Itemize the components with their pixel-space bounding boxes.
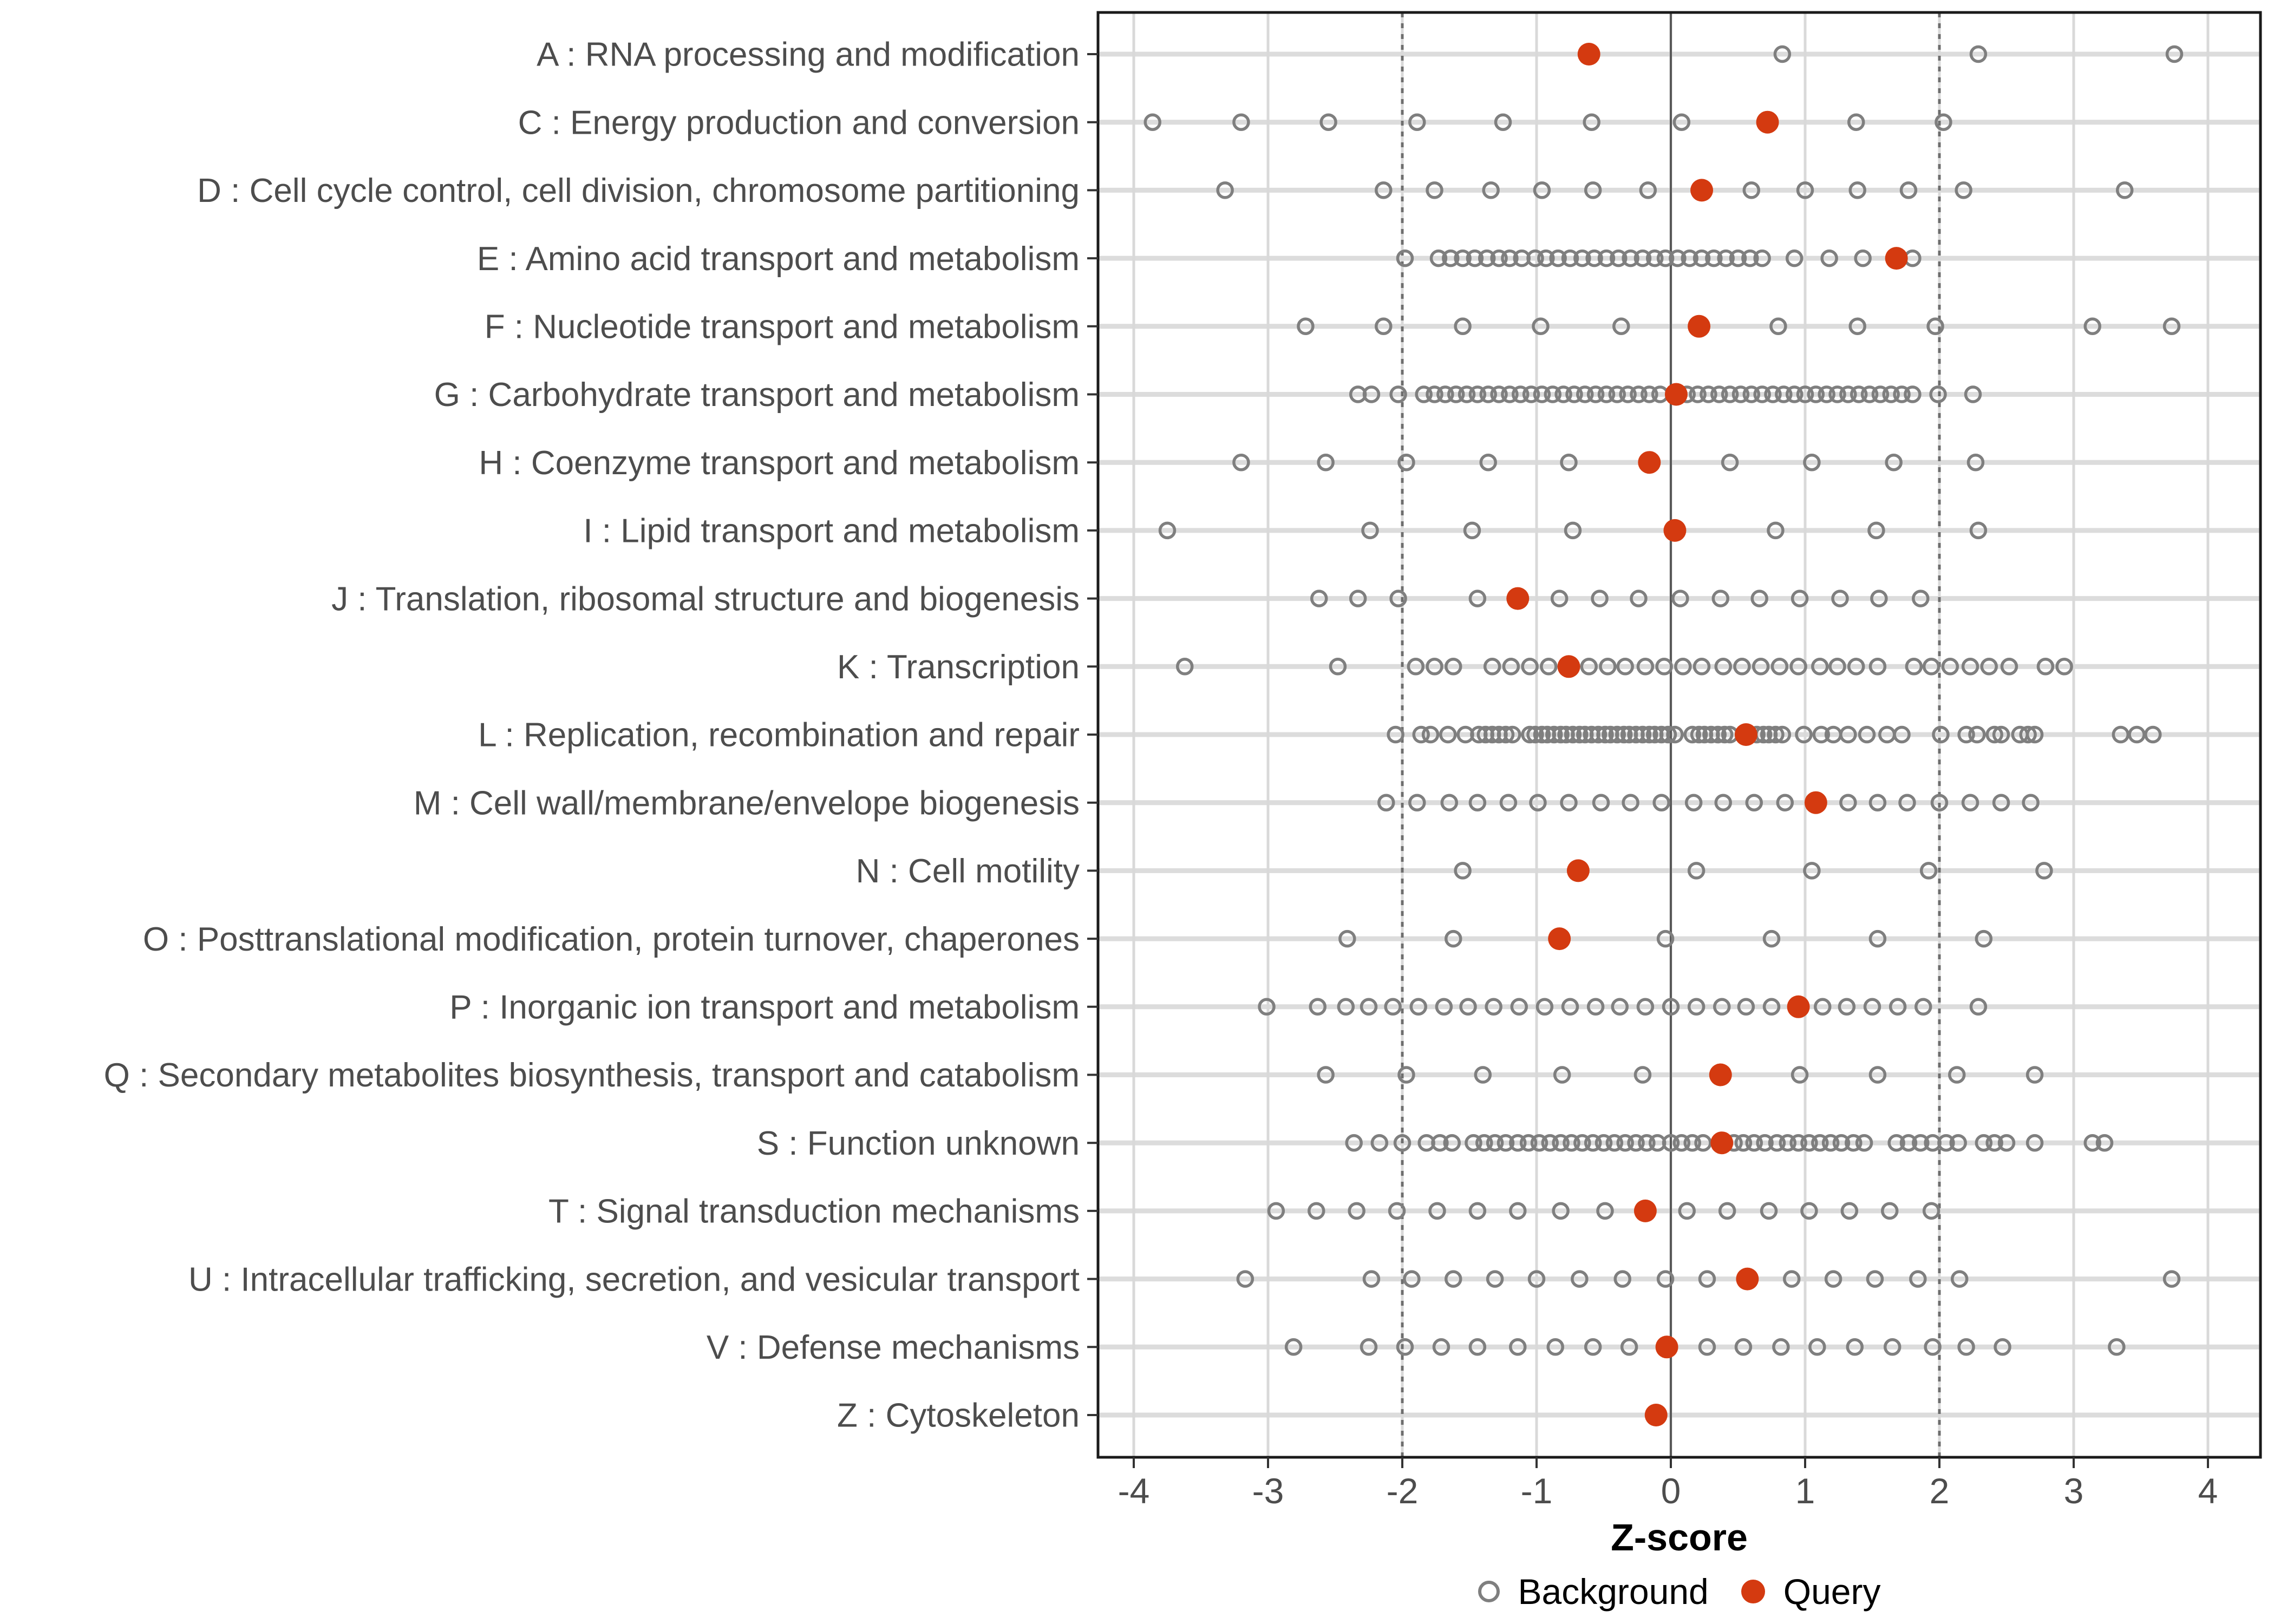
x-tick-label: 0	[1661, 1471, 1681, 1511]
category-label: Q : Secondary metabolites biosynthesis, transport and catabolism	[103, 1057, 1080, 1095]
query-point	[1735, 723, 1757, 746]
query-point	[1787, 996, 1810, 1018]
query-point	[1634, 1200, 1657, 1222]
category-label: T : Signal transduction mechanisms	[548, 1193, 1080, 1230]
category-label: I : Lipid transport and metabolism	[583, 512, 1080, 550]
x-axis-title: Z-score	[1611, 1516, 1748, 1558]
query-point	[1736, 1268, 1759, 1291]
legend-label-query: Query	[1783, 1571, 1881, 1612]
query-point	[1710, 1131, 1733, 1154]
query-point	[1656, 1335, 1678, 1358]
query-point	[1690, 179, 1713, 201]
query-point	[1548, 927, 1571, 950]
x-tick-label: 4	[2198, 1471, 2218, 1511]
background-legend-icon	[1478, 1581, 1500, 1602]
category-label: H : Coenzyme transport and metabolism	[479, 444, 1080, 482]
query-point	[1506, 587, 1529, 610]
query-point	[1709, 1064, 1732, 1086]
category-label: J : Translation, ribosomal structure and biogenesis	[331, 580, 1080, 618]
category-label: P : Inorganic ion transport and metabolism	[449, 988, 1080, 1026]
category-label: K : Transcription	[837, 649, 1080, 686]
x-tick-label: -2	[1386, 1471, 1419, 1511]
x-tick-label: -4	[1118, 1471, 1150, 1511]
query-point	[1567, 859, 1590, 882]
category-label: F : Nucleotide transport and metabolism	[484, 308, 1080, 346]
query-point	[1805, 791, 1827, 814]
x-tick-label: -1	[1520, 1471, 1553, 1511]
x-tick-label: -3	[1252, 1471, 1284, 1511]
legend	[1098, 1559, 2260, 1624]
category-label: E : Amino acid transport and metabolism	[476, 240, 1080, 278]
query-point	[1663, 519, 1686, 542]
x-tick-label: 3	[2063, 1471, 2084, 1511]
query-point	[1558, 655, 1580, 678]
category-label: L : Replication, recombination and repair	[478, 716, 1080, 754]
category-label: C : Energy production and conversion	[518, 104, 1080, 142]
x-tick-label: 2	[1929, 1471, 1950, 1511]
legend-label-background: Background	[1518, 1571, 1709, 1612]
category-label: V : Defense mechanisms	[706, 1329, 1080, 1366]
legend-item-query	[1741, 1571, 1881, 1612]
category-label: S : Function unknown	[756, 1124, 1080, 1162]
category-label: M : Cell wall/membrane/envelope biogenesis	[413, 784, 1080, 822]
query-legend-icon	[1741, 1580, 1765, 1603]
query-point	[1688, 315, 1710, 338]
x-tick-label: 1	[1795, 1471, 1815, 1511]
legend-item-background	[1478, 1571, 1709, 1612]
query-point	[1756, 111, 1779, 134]
category-label: D : Cell cycle control, cell division, chromosome partitioning	[197, 172, 1080, 210]
category-label: N : Cell motility	[855, 853, 1080, 890]
query-point	[1665, 383, 1688, 406]
category-label: A : RNA processing and modification	[537, 36, 1080, 74]
category-label: U : Intracellular trafficking, secretion, and vesicular transport	[188, 1261, 1080, 1299]
query-point	[1638, 451, 1661, 474]
query-point	[1885, 247, 1908, 270]
category-label: Z : Cytoskeleton	[837, 1397, 1080, 1435]
query-point	[1578, 43, 1600, 66]
category-label: G : Carbohydrate transport and metabolism	[434, 376, 1080, 414]
category-label: O : Posttranslational modification, protein turnover, chaperones	[142, 920, 1080, 958]
query-point	[1645, 1404, 1668, 1426]
